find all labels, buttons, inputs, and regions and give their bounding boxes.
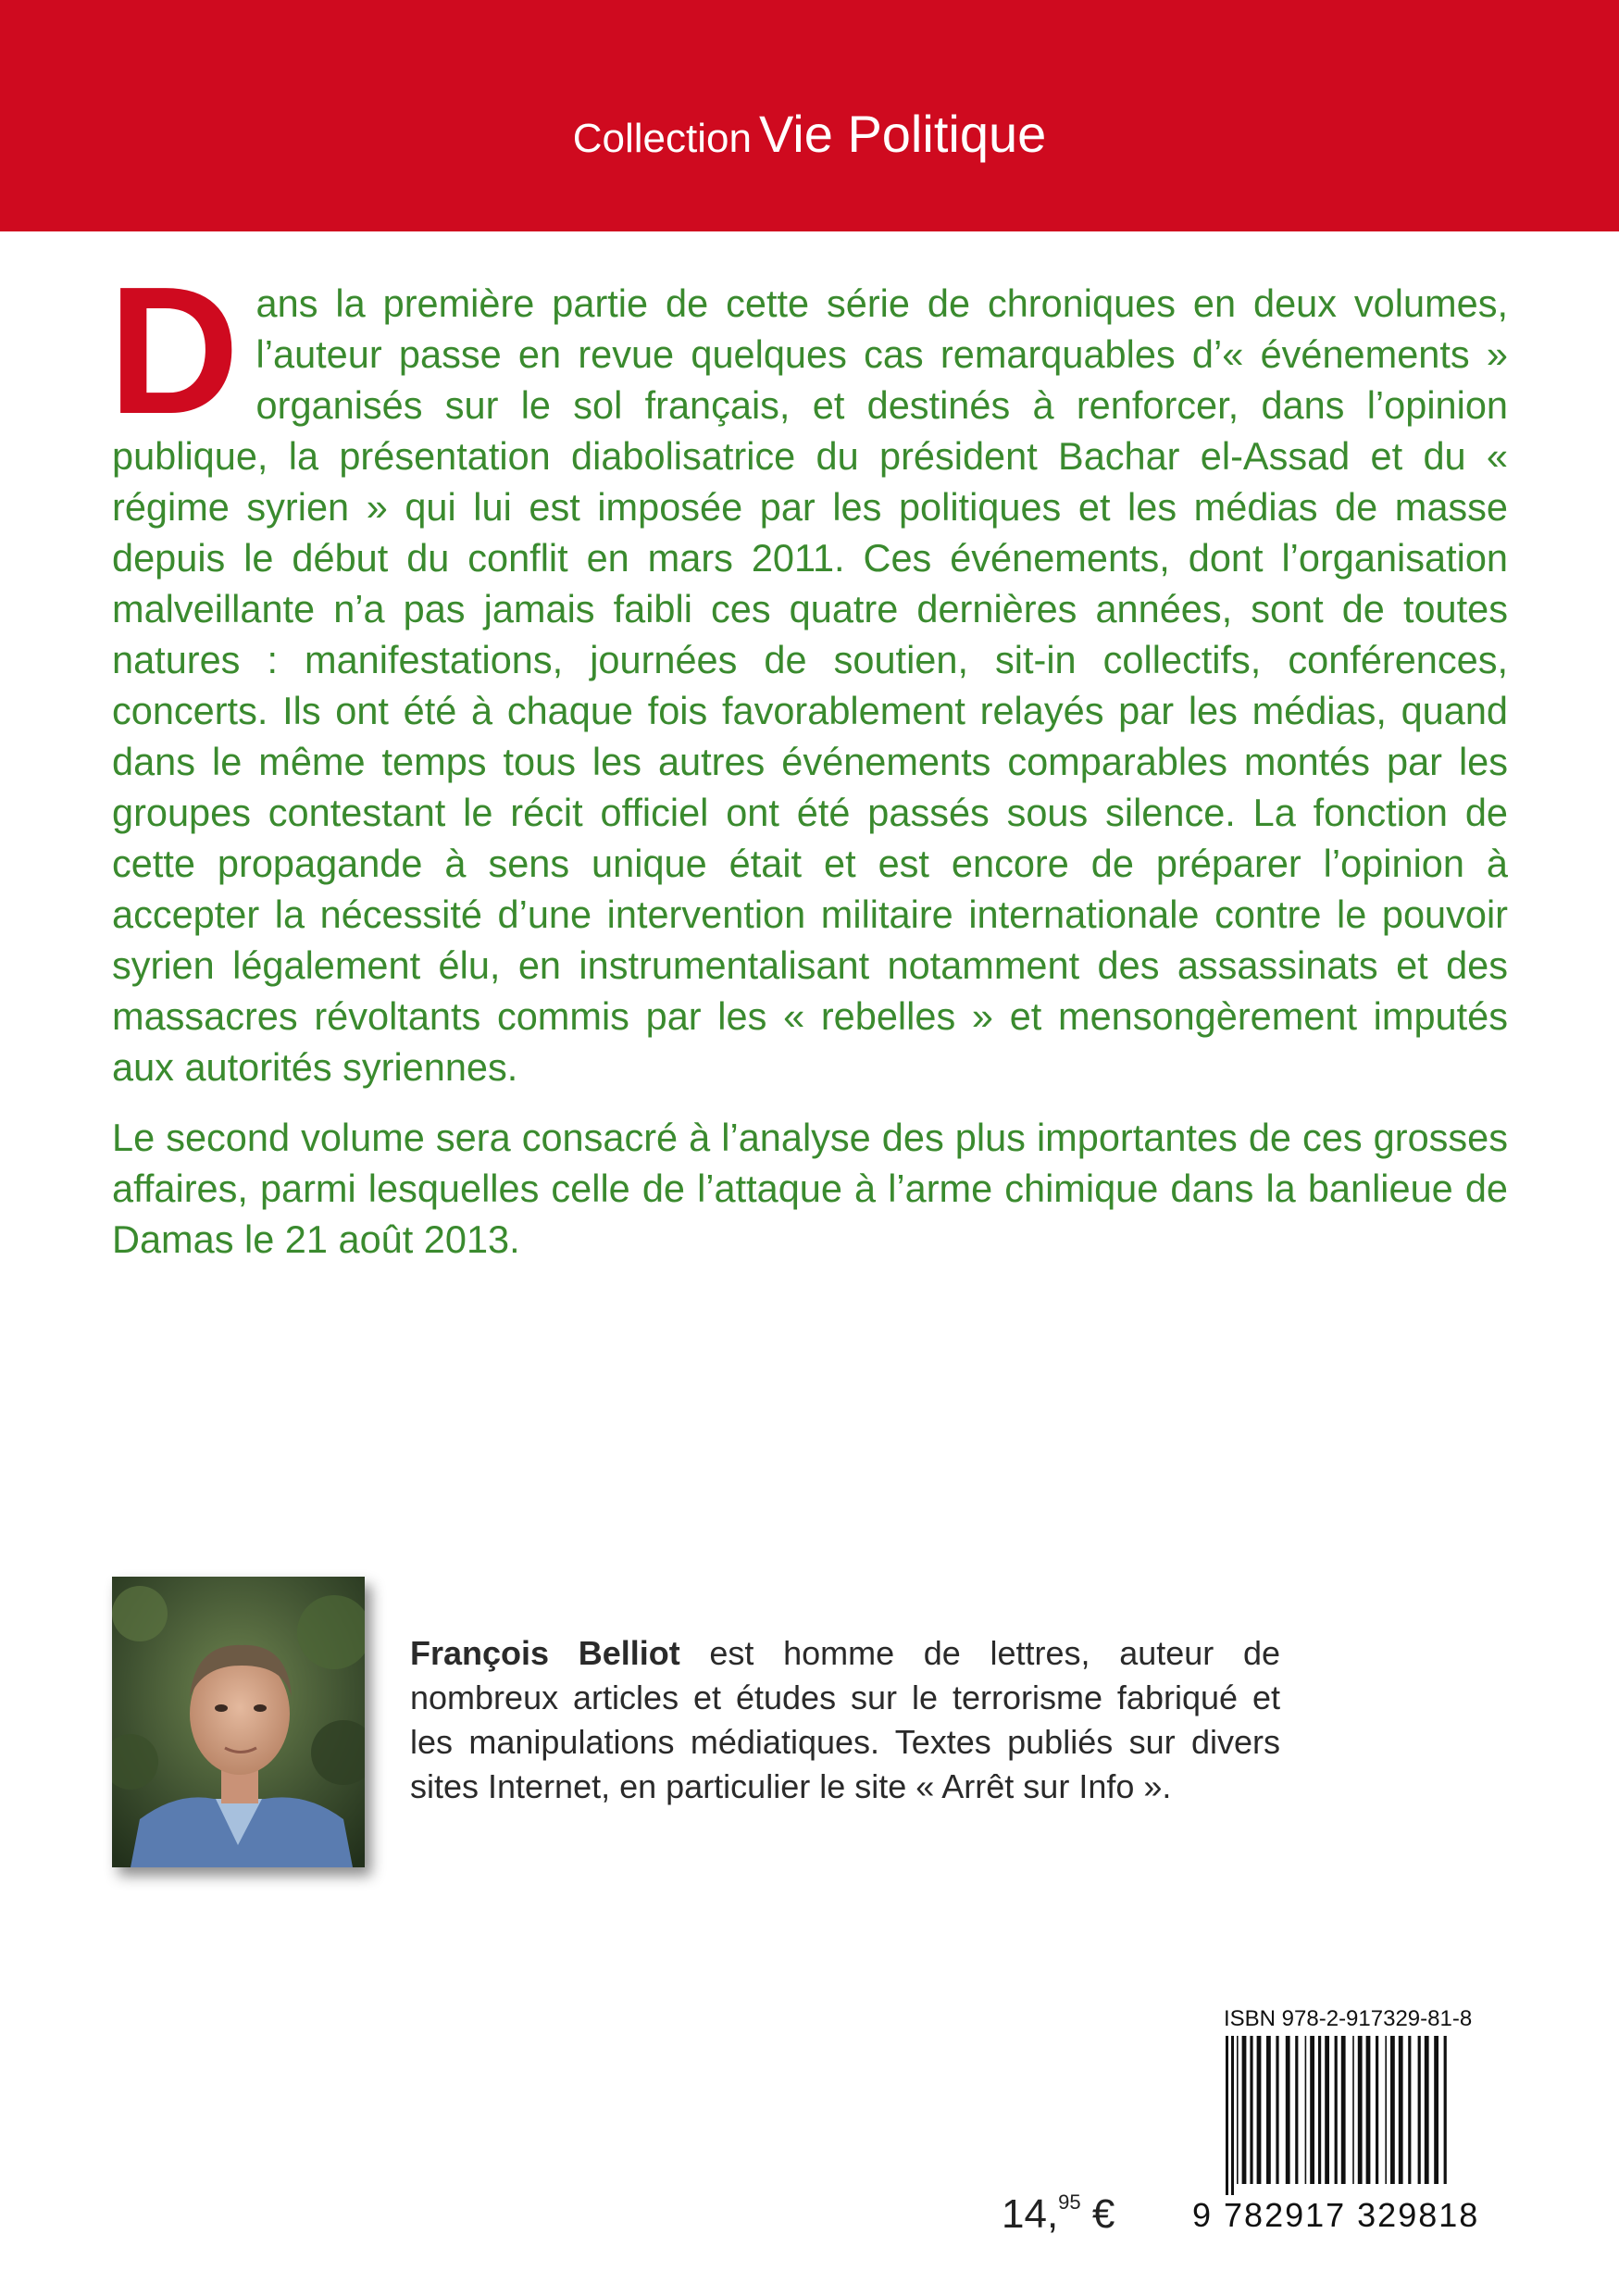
collection-title bbox=[0, 104, 1619, 164]
back-cover-blurb bbox=[108, 249, 1508, 1265]
blurb-paragraph-1-text: ans la première partie de cette série de chroniques en deux volumes, l’auteur passe en revue quelques cas remarquables d’« événements » organisés sur le sol français, et destinés à renforcer, dans l’opinion publique, la présentation diabolisatrice du président Bachar el-Assad et du « régime syrien » qui lui est imposée par les politiques et les médias de masse depuis le début du conflit en mars 2011. Ces événements, dont l’organisation malveillante n’a pas jamais faibli ces quatre dernières années, sont de toutes natures : manifestations, journées de soutien, sit-in collectifs, conférences, concerts. Ils ont été à chaque fois favorablement relayés par les médias, quand dans le même temps tous les autres événements comparables montés par les groupes contestant le récit officiel ont été passés sous silence. La fonction de cette propagande à sens unique était et est encore de préparer l’opinion à accepter la nécessité d’une intervention militaire internationale contre le pouvoir syrien légalement élu, en instrumentalisant notamment des assassinats et des massacres révoltants commis par les « rebelles » et mensongèrement imputés aux autorités syriennes. bbox=[112, 281, 1508, 1089]
barcode-bar bbox=[1266, 2036, 1271, 2184]
price-cents: 95 bbox=[1058, 2190, 1081, 2214]
barcode-bar bbox=[1341, 2036, 1346, 2184]
barcode-bars bbox=[1224, 2036, 1500, 2195]
barcode-bar bbox=[1276, 2036, 1278, 2184]
drop-cap: D bbox=[108, 249, 240, 452]
barcode-bar bbox=[1286, 2036, 1290, 2184]
barcode-bar bbox=[1250, 2036, 1252, 2184]
isbn-barcode bbox=[1224, 2036, 1500, 2195]
collection-label: Collection bbox=[572, 116, 752, 161]
author-bio bbox=[410, 1631, 1280, 1809]
barcode-bar bbox=[1318, 2036, 1321, 2184]
blurb-paragraph-1 bbox=[108, 249, 1508, 1092]
barcode-digits: 9 782917 329818 bbox=[1192, 2196, 1480, 2234]
barcode-bar bbox=[1237, 2036, 1239, 2184]
price-currency: € bbox=[1080, 2191, 1115, 2237]
barcode-bar bbox=[1325, 2036, 1329, 2184]
price-main: 14, bbox=[1002, 2191, 1059, 2237]
collection-banner bbox=[0, 0, 1619, 231]
barcode-bar bbox=[1376, 2036, 1378, 2184]
barcode-bar bbox=[1310, 2036, 1314, 2184]
isbn-label: ISBN 978-2-917329-81-8 bbox=[1224, 2006, 1473, 2031]
barcode-bar bbox=[1408, 2036, 1411, 2184]
barcode-bar bbox=[1425, 2036, 1429, 2184]
barcode-bar bbox=[1434, 2036, 1438, 2184]
barcode-bar bbox=[1444, 2036, 1447, 2184]
series-name: Vie Politique bbox=[758, 105, 1047, 163]
author-bio-text: est homme de lettres, auteur de nombreux articles et études sur le terrorisme fabriqué et les manipulations médiatiques. Textes publiés sur divers sites Internet, en particulier le site « Arrêt sur Info ». bbox=[410, 1634, 1280, 1805]
barcode-bar bbox=[1335, 2036, 1338, 2184]
barcode-bar bbox=[1242, 2036, 1247, 2184]
price-tag bbox=[1002, 2190, 1115, 2238]
barcode-bar bbox=[1295, 2036, 1298, 2184]
author-photo bbox=[112, 1577, 365, 1867]
barcode-guard-bar bbox=[1231, 2036, 1234, 2195]
barcode-bar bbox=[1399, 2036, 1403, 2184]
barcode-bar bbox=[1418, 2036, 1421, 2184]
author-name: François Belliot bbox=[410, 1634, 680, 1672]
author-portrait-image bbox=[112, 1577, 365, 1867]
barcode-guard-bar bbox=[1226, 2036, 1228, 2195]
blurb-paragraph-2: Le second volume sera consacré à l’analyse des plus importantes de ces grosses affaires, parmi lesquelles celle de l’attaque à l’arme chimique dans la banlieue de Damas le 21 août 2013. bbox=[112, 1116, 1508, 1261]
barcode-bar bbox=[1358, 2036, 1363, 2184]
barcode-bar bbox=[1352, 2036, 1354, 2184]
barcode-bar bbox=[1385, 2036, 1387, 2184]
barcode-bar bbox=[1390, 2036, 1395, 2184]
barcode-bar bbox=[1366, 2036, 1371, 2184]
barcode-bar bbox=[1305, 2036, 1307, 2184]
barcode-bar bbox=[1257, 2036, 1262, 2184]
